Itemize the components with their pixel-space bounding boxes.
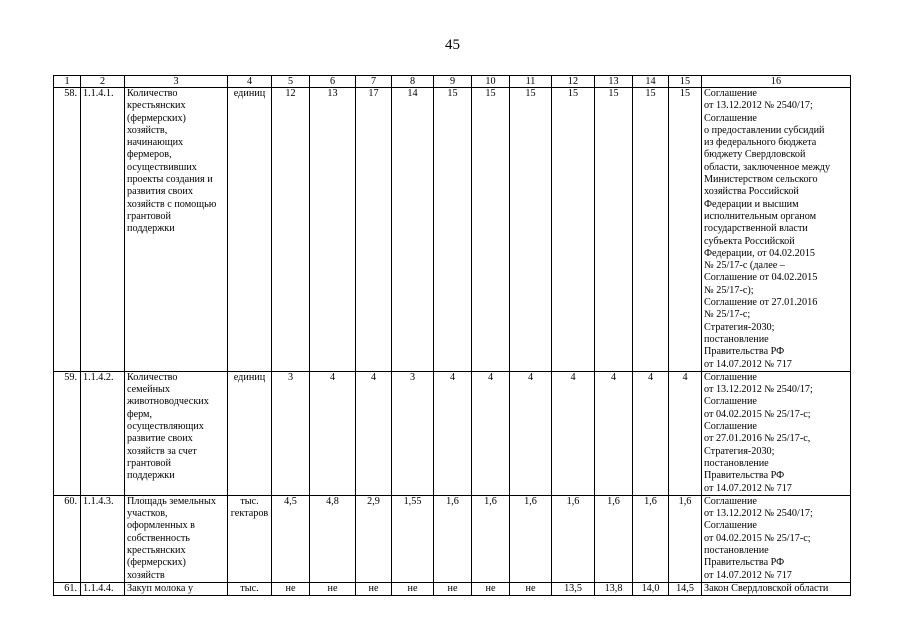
table-row [54, 371, 851, 495]
value-cell: 4 [633, 371, 669, 495]
row-code-cell: 1.1.4.4. [81, 582, 125, 595]
column-header: 8 [392, 76, 434, 88]
indicator-name-cell: Площадь земельных участков, оформленных в собственность крестьянских (фермерских) хозяйств [125, 495, 228, 582]
table-row [54, 88, 851, 372]
unit-cell: тыс. гектаров [228, 495, 272, 582]
value-cell: 14,0 [633, 582, 669, 595]
value-cell: 15 [472, 88, 510, 372]
value-cell: 15 [633, 88, 669, 372]
indicator-name-cell: Закуп молока у [125, 582, 228, 595]
column-header: 16 [702, 76, 851, 88]
column-header: 13 [595, 76, 633, 88]
column-header: 1 [54, 76, 81, 88]
page-number: 45 [445, 37, 460, 53]
source-cell: Соглашение от 13.12.2012 № 2540/17; Соглашение о предоставлении субсидий из федерального бюджета бюджету Свердловской области, заключенное между Министерством сельского хозяйства Российской Федерации и высшим исполнительным органом государственной власти субъекта Российской Федерации, от 04.02.2015 № 25/17-с (далее – Соглашение от 04.02.2015 № 25/17-с); Соглашение от 27.01.2016 № 25/17-с; Стратегия-2030; постановление Правительства РФ от 14.07.2012 № 717 [702, 88, 851, 372]
value-cell: 12 [272, 88, 310, 372]
value-cell: 4,8 [310, 495, 356, 582]
indicators-table [53, 75, 851, 596]
unit-cell: единиц [228, 88, 272, 372]
column-header: 15 [669, 76, 702, 88]
value-cell: 15 [552, 88, 595, 372]
value-cell: 4 [595, 371, 633, 495]
value-cell: 15 [669, 88, 702, 372]
header-row [54, 76, 851, 88]
value-cell: 17 [356, 88, 392, 372]
value-cell: не [392, 582, 434, 595]
row-code-cell: 1.1.4.2. [81, 371, 125, 495]
value-cell: 13,8 [595, 582, 633, 595]
value-cell: 2,9 [356, 495, 392, 582]
row-number-cell: 60. [54, 495, 81, 582]
table-row [54, 495, 851, 582]
column-header: 4 [228, 76, 272, 88]
value-cell: не [310, 582, 356, 595]
unit-cell: единиц [228, 371, 272, 495]
column-header: 2 [81, 76, 125, 88]
column-header: 3 [125, 76, 228, 88]
value-cell: 4 [434, 371, 472, 495]
value-cell: 1,6 [472, 495, 510, 582]
row-code-cell: 1.1.4.3. [81, 495, 125, 582]
table-row [54, 582, 851, 595]
value-cell: 13 [310, 88, 356, 372]
value-cell: 1,6 [552, 495, 595, 582]
value-cell: 1,6 [595, 495, 633, 582]
indicator-name-cell: Количество крестьянских (фермерских) хозяйств, начинающих фермеров, осуществивших проекты создания и развития своих хозяйств с помощью грантовой поддержки [125, 88, 228, 372]
column-header: 7 [356, 76, 392, 88]
column-header: 9 [434, 76, 472, 88]
value-cell: 3 [392, 371, 434, 495]
value-cell: 1,6 [633, 495, 669, 582]
value-cell: 1,55 [392, 495, 434, 582]
row-number-cell: 61. [54, 582, 81, 595]
column-header: 5 [272, 76, 310, 88]
value-cell: 4 [552, 371, 595, 495]
value-cell: не [356, 582, 392, 595]
value-cell: 14 [392, 88, 434, 372]
value-cell: 4 [310, 371, 356, 495]
value-cell: 3 [272, 371, 310, 495]
column-header: 14 [633, 76, 669, 88]
value-cell: 15 [434, 88, 472, 372]
value-cell: 1,6 [510, 495, 552, 582]
value-cell: 4,5 [272, 495, 310, 582]
value-cell: 1,6 [669, 495, 702, 582]
column-header: 10 [472, 76, 510, 88]
value-cell: 4 [510, 371, 552, 495]
row-number-cell: 59. [54, 371, 81, 495]
column-header: 6 [310, 76, 356, 88]
value-cell: не [434, 582, 472, 595]
value-cell: 13,5 [552, 582, 595, 595]
value-cell: не [510, 582, 552, 595]
column-header: 12 [552, 76, 595, 88]
indicator-name-cell: Количество семейных животноводческих ферм, осуществляющих развитие своих хозяйств за счет грантовой поддержки [125, 371, 228, 495]
value-cell: 4 [472, 371, 510, 495]
source-cell: Соглашение от 13.12.2012 № 2540/17; Соглашение от 04.02.2015 № 25/17-с; Соглашение от 27.01.2016 № 25/17-с, Стратегия-2030; постановление Правительства РФ от 14.07.2012 № 717 [702, 371, 851, 495]
value-cell: 4 [356, 371, 392, 495]
value-cell: 14,5 [669, 582, 702, 595]
value-cell: не [272, 582, 310, 595]
value-cell: 15 [510, 88, 552, 372]
source-cell: Закон Свердловской области [702, 582, 851, 595]
value-cell: 15 [595, 88, 633, 372]
source-cell: Соглашение от 13.12.2012 № 2540/17; Соглашение от 04.02.2015 № 25/17-с; постановление Правительства РФ от 14.07.2012 № 717 [702, 495, 851, 582]
row-code-cell: 1.1.4.1. [81, 88, 125, 372]
column-header: 11 [510, 76, 552, 88]
value-cell: 4 [669, 371, 702, 495]
row-number-cell: 58. [54, 88, 81, 372]
value-cell: 1,6 [434, 495, 472, 582]
value-cell: не [472, 582, 510, 595]
unit-cell: тыс. [228, 582, 272, 595]
